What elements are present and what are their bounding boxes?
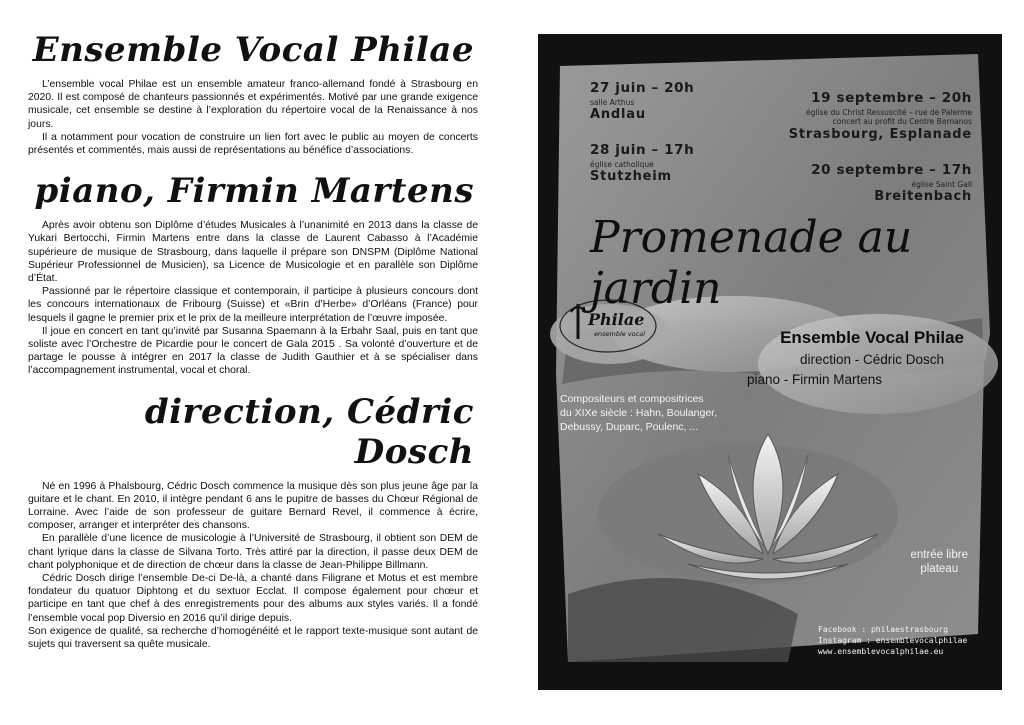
concert-3-date: 19 septembre – 20h [811, 90, 972, 106]
logo-subtitle: ensemble vocal [594, 330, 646, 338]
logo-text: Philae [588, 310, 645, 329]
entry-line: plateau [920, 563, 959, 575]
instagram-link[interactable]: Instagram : ensemblevocalphilae [818, 636, 968, 645]
concert-1-venue: salle Arthus [590, 98, 635, 107]
section-piano [28, 171, 478, 377]
section-title-piano: piano, Firmin Martens [34, 171, 474, 212]
concert-2-date: 28 juin – 17h [590, 142, 695, 158]
composers-line: du XIXe siècle : Hahn, Boulanger, [560, 407, 718, 419]
paragraph: En parallèle d’une licence de musicologie à l’Université de Strasbourg, il obtient son DEM de chant lyrique dans la classe de Silvana Torto. Très attiré par la direction, il passe deux DEM de chant polyphonique et de direction de chœur dans la classe de Jean-Philippe Billmann. [28, 533, 478, 571]
concert-1-city: Andlau [590, 107, 646, 122]
section-title-direction: direction, Cédric Dosch [144, 391, 474, 472]
section-ensemble [28, 30, 478, 157]
paragraph: Il joue en concert en tant qu’invité par Susanna Spaemann à la Erbahr Saal, puis en tant que soliste avec l’Orchestre de Picardie pour le concert de Gala 2015 . Sa volonté d’ouverture et de partage le pousse à intégrer en 2017 la classe de Judith Gauthier et à se spécialiser dans l’accompagnement instrumental, vocal et choral. [28, 325, 478, 377]
paragraph: L’ensemble vocal Philae est un ensemble amateur franco-allemand fondé à Strasbourg en 2020. Il est composé de chanteurs passionnés et expérimentés. Motivé par une grande exigence musicale, cet ensemble se destine à l’exploration du répertoire vocal de la Renaissance à nos jours. [28, 79, 478, 130]
paragraph: Cédric Dosch dirige l’ensemble De-ci De-là, a chanté dans Filigrane et Motus et est membre fondateur du quatuor Diphtong et du sextuor Ecclat. Il compose également pour chœur et participe en tant que chef à des enregistrements pour des albums aux styles variés. Il a fondé l’ensemble vocal pop Diversio en 2016 qu’il dirige depuis. [28, 573, 478, 624]
composers-line: Debussy, Duparc, Poulenc, ... [560, 421, 699, 433]
website-link[interactable]: www.ensemblevocalphilae.eu [818, 647, 944, 656]
concert-poster [538, 34, 1002, 690]
poster-title: Promenade au jardin [590, 212, 913, 314]
concert-2-venue: église catholique [590, 160, 654, 169]
section-title-ensemble: Ensemble Vocal Philae [32, 30, 474, 70]
paragraph: Son exigence de qualité, sa recherche d’homogénéité et le rapport texte-musique sont autant de sujets qui traversent sa quête musicale. [28, 625, 478, 651]
paragraph: Après avoir obtenu son Diplôme d’études Musicales à l’unanimité en 2013 dans la classe de Yukari Bertocchi, Firmin Martens entre dans la classe de Laurent Cabasso à l’Académie supérieure de musique de Strasbourg, dans laquelle il prépare son DNSPM (Diplôme National Supérieur Professionnel de Musicien), sa Licence de Musicologie et en parallèle son Diplôme d’État. [28, 220, 478, 285]
entry-info [910, 548, 968, 576]
concert-3-city: Strasbourg, Esplanade [788, 127, 972, 142]
paragraph: Né en 1996 à Phalsbourg, Cédric Dosch commence la musique dès son plus jeune âge par la guitare et le chant. En 2010, il intègre pendant 6 ans le pupitre de basses du Chœur Régional de Lorraine. Avec l’aide de son professeur de guitare Bernard Revel, il commence à écrire, composer, arranger et interpréter des chansons. [28, 480, 478, 532]
composers-text [560, 392, 717, 434]
section-direction [28, 392, 478, 652]
pianist-credit: piano - Firmin Martens [746, 372, 882, 387]
paragraph: Il a notamment pour vocation de construire un lien fort avec le public au moyen de concerts présentés et commentés, mais aussi de représentations au bénéfice d’associations. [28, 131, 478, 157]
concert-4-date: 20 septembre – 17h [811, 162, 972, 178]
concert-1-date: 27 juin – 20h [590, 80, 695, 96]
facebook-link[interactable]: Facebook : philaestrasbourg [818, 625, 949, 634]
concert-2-city: Stutzheim [590, 169, 672, 184]
paragraph: Passionné par le répertoire classique et contemporain, il participe à plusieurs concours dont les concours internationaux de Fribourg (Suisse) et «Brin d’Herbe» d’Orléans (France) pour lesquels il gagne le premier prix et le prix de la meilleure interprétation de l’œuvre imposée. [28, 286, 478, 324]
composers-line: Compositeurs et compositrices [560, 393, 704, 405]
director-credit: direction - Cédric Dosch [799, 352, 944, 367]
concert-4-venue: église Saint Gall [911, 180, 972, 189]
left-page [28, 30, 478, 665]
concert-4-city: Breitenbach [874, 189, 972, 204]
concert-3-venue: église du Christ Ressuscité – rue de Palerme [806, 108, 972, 117]
ensemble-name: Ensemble Vocal Philae [780, 328, 964, 347]
entry-line: entrée libre [910, 549, 968, 561]
concert-3-note: concert au profit du Centre Bernanos [832, 117, 972, 126]
social-links [818, 624, 967, 657]
